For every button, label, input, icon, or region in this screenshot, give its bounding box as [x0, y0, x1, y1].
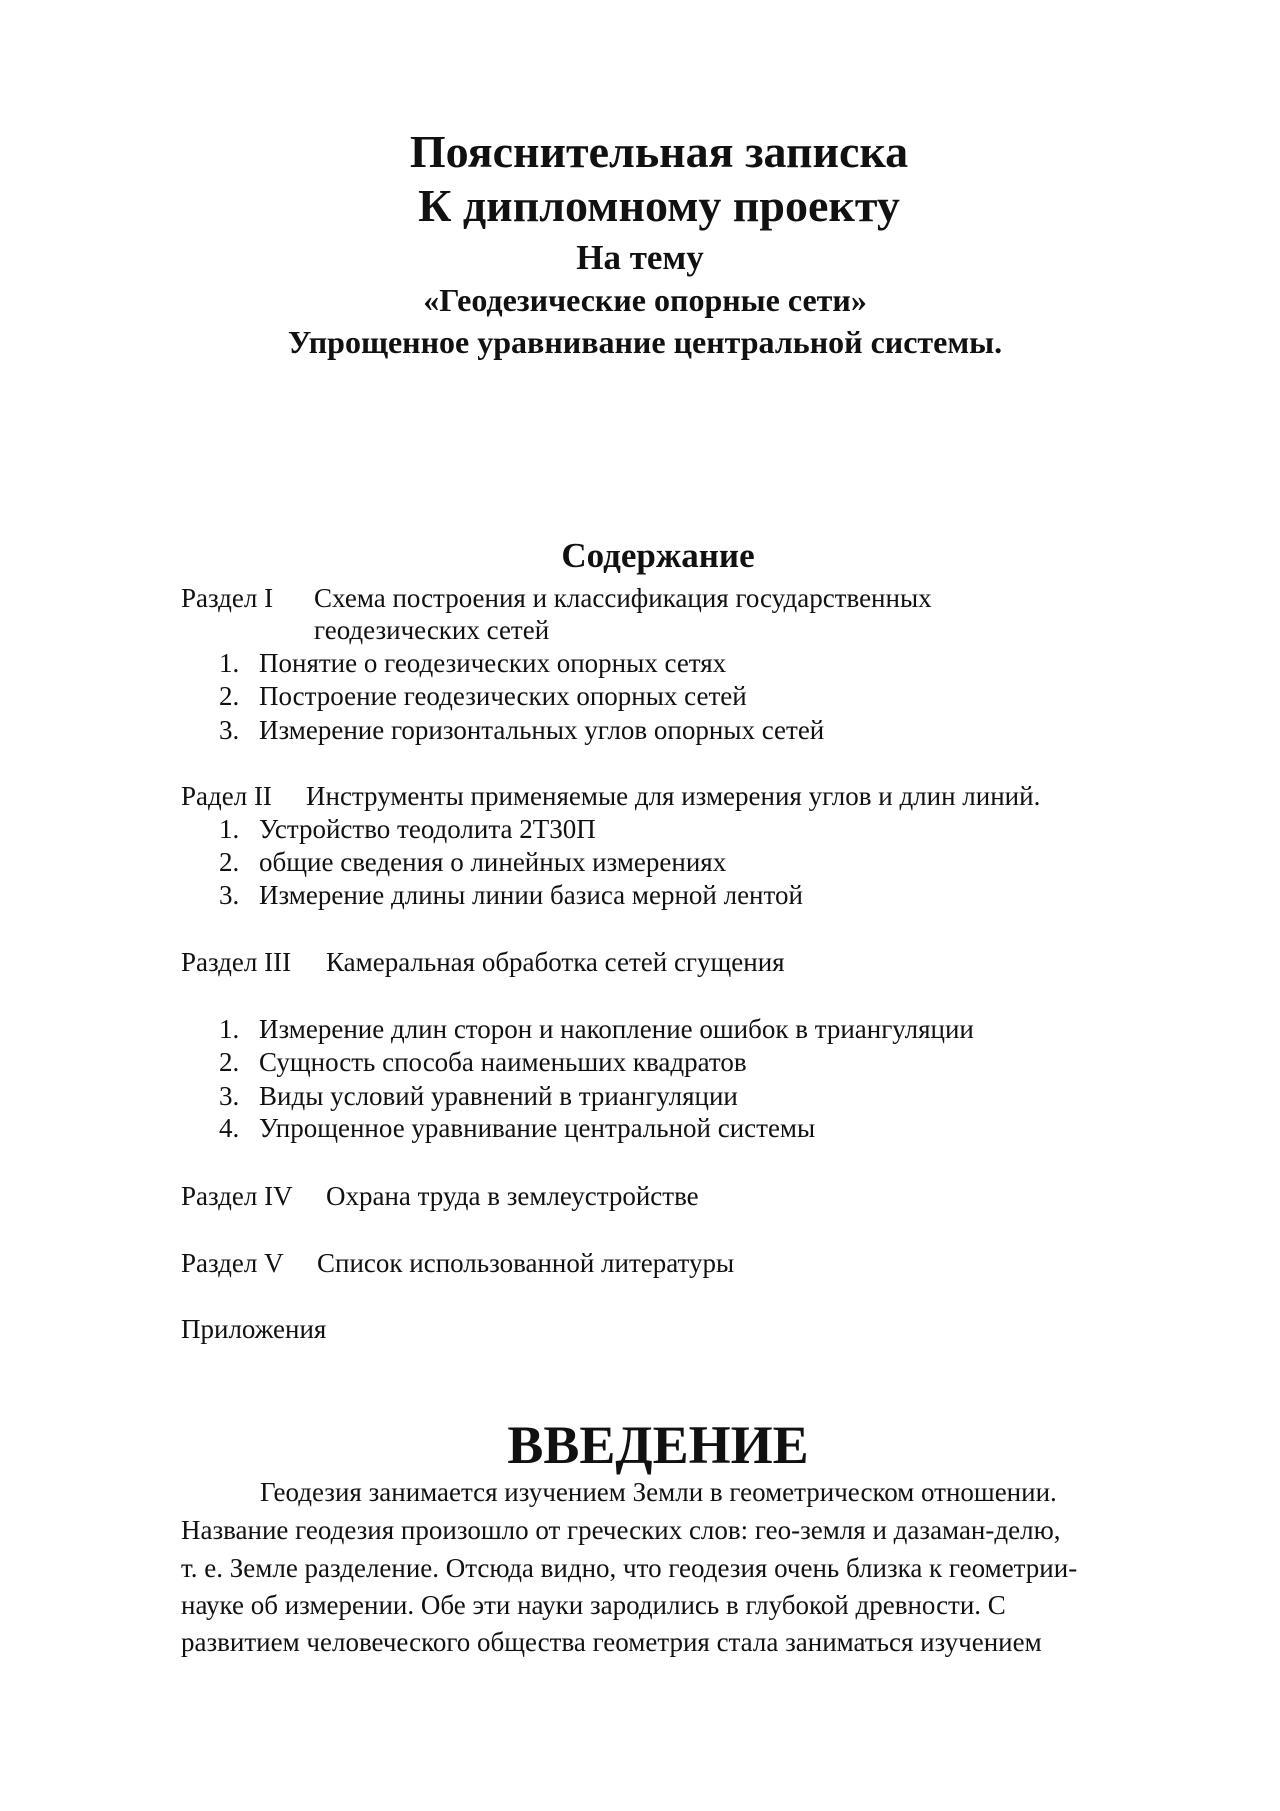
toc-item: [219, 714, 824, 746]
intro-heading: ВВЕДЕНИЕ: [507, 1415, 809, 1475]
toc-item: [219, 1080, 738, 1112]
toc-item: [219, 1013, 974, 1045]
toc-section-4-title: Охрана труда в землеустройстве: [326, 1181, 699, 1211]
toc-section-3-title: Камеральная обработка сетей сгущения: [326, 947, 785, 977]
toc-item-number: 3.: [219, 1081, 240, 1111]
toc-item-number: 1.: [219, 1014, 240, 1044]
title-line-1: Пояснительная записка: [409, 126, 909, 177]
toc-item-text: Упрощенное уравнивание центральной системы: [259, 1113, 816, 1143]
toc-section-5: [181, 1247, 734, 1279]
toc-item-text: Измерение длин сторон и накопление ошибок в триангуляции: [259, 1014, 974, 1044]
toc-section-3-label: Раздел III: [181, 947, 292, 977]
toc-item: [219, 647, 726, 679]
toc-section-1: [181, 582, 932, 614]
toc-item: [219, 846, 726, 878]
toc-item-number: 4.: [219, 1113, 240, 1143]
toc-item-text: Построение геодезических опорных сетей: [259, 681, 747, 711]
toc-heading: Содержание: [561, 536, 755, 575]
title-line-4: «Геодезические опорные сети»: [423, 282, 867, 318]
toc-section-2-title: Инструменты применяемые для измерения углов и длин линий.: [306, 781, 1041, 811]
toc-item-text: общие сведения о линейных измерениях: [259, 847, 727, 877]
toc-item: [219, 1046, 747, 1078]
intro-paragraph-line: Название геодезия произошло от греческих слов: гео-земля и дазаман-делю,: [181, 1515, 1061, 1545]
toc-item-number: 2.: [219, 681, 240, 711]
toc-item-number: 3.: [219, 880, 240, 910]
toc-item: [219, 1112, 815, 1144]
title-line-5: Упрощенное уравнивание центральной системы.: [287, 324, 1003, 360]
toc-item-text: Сущность способа наименьших квадратов: [259, 1047, 747, 1077]
toc-section-5-title: Список использованной литературы: [317, 1248, 735, 1278]
title-line-2: К дипломному проекту: [418, 180, 900, 231]
toc-section-3: [181, 946, 785, 978]
toc-item-number: 2.: [219, 847, 240, 877]
toc-item-number: 1.: [219, 648, 240, 678]
toc-item-text: Устройство теодолита 2Т30П: [259, 814, 596, 844]
toc-item-number: 3.: [219, 715, 240, 745]
toc-item-text: Измерение длины линии базиса мерной лентой: [259, 880, 803, 910]
toc-appendix: Приложения: [181, 1314, 327, 1344]
toc-section-1-title: Схема построения и классификация государственных: [314, 583, 932, 613]
toc-item: [219, 879, 803, 911]
toc-item-text: Понятие о геодезических опорных сетях: [259, 648, 727, 678]
intro-paragraph-line: развитием человеческого общества геометрия стала заниматься изучением: [181, 1627, 1042, 1657]
toc-item-text: Измерение горизонтальных углов опорных сетей: [259, 715, 825, 745]
intro-paragraph-line: т. е. Земле разделение. Отсюда видно, что геодезия очень близка к геометрии-: [181, 1553, 1078, 1583]
toc-section-4-label: Раздел IV: [181, 1181, 293, 1211]
intro-paragraph-line: науке об измерении. Обе эти науки зародились в глубокой древности. С: [181, 1590, 1006, 1620]
toc-item-number: 2.: [219, 1047, 240, 1077]
toc-section-4: [181, 1180, 699, 1212]
toc-section-5-label: Раздел V: [181, 1248, 284, 1278]
toc-section-2-label: Радел II: [181, 781, 272, 811]
toc-item: [219, 813, 596, 845]
toc-item-text: Виды условий уравнений в триангуляции: [259, 1081, 738, 1111]
toc-section-1-label: Раздел I: [181, 583, 274, 613]
toc-section-2: [181, 780, 1040, 812]
title-line-3: На тему: [576, 238, 704, 277]
intro-paragraph-line: Геодезия занимается изучением Земли в геометрическом отношении.: [260, 1477, 1057, 1507]
toc-item: [219, 680, 747, 712]
toc-section-1-title-cont: геодезических сетей: [314, 615, 550, 645]
toc-item-number: 1.: [219, 814, 240, 844]
